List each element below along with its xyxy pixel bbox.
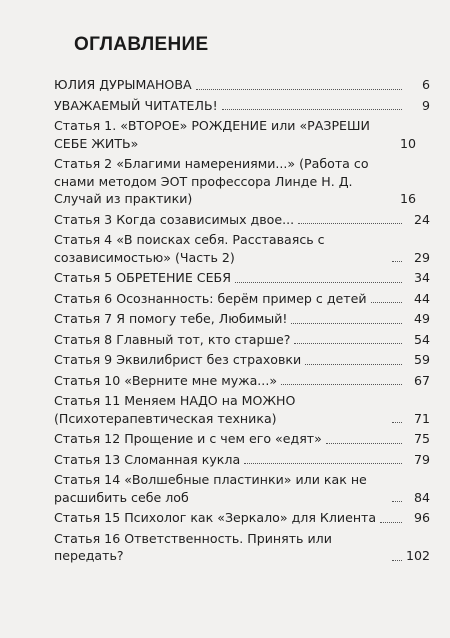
toc-entry-title: Статья 1. «ВТОРОЕ» РОЖДЕНИЕ или «РАЗРЕШИ СЕБЕ ЖИТЬ» — [54, 118, 370, 151]
toc-entry-title: Статья 2 «Благими намерениями...» (Работа со снами методом ЭОТ профессора Линде Н. Д. Случай из практики) — [54, 156, 369, 206]
toc-entry-title: Статья 10 «Верните мне мужа...» — [54, 372, 278, 388]
toc-entry-page-number: 84 — [413, 489, 430, 505]
toc-entry-title: Статья 12 Прощение и с чем его «едят» — [54, 431, 322, 446]
toc-entry-title: Статья 9 Эквилибрист без страховки — [54, 352, 302, 367]
dot-leader — [305, 364, 402, 365]
toc-entry-title: Статья 3 Когда созависимых двое... — [54, 211, 295, 227]
dot-leader — [380, 522, 402, 523]
dot-leader — [392, 261, 402, 262]
dot-leader — [392, 422, 402, 423]
toc-entry-title: Статья 11 Меняем НАДО на МОЖНО (Психотерапевтическая техника) — [54, 393, 296, 426]
toc-entry-title: Статья 15 Психолог как «Зеркало» для Клиента — [54, 510, 377, 525]
dot-leader — [326, 443, 402, 444]
toc-entry-page-number: 24 — [413, 211, 430, 227]
dot-leader — [235, 282, 402, 283]
toc-entry-title: УВАЖАЕМЫЙ ЧИТАТЕЛЬ! — [54, 97, 218, 113]
toc-entry-title: Статья 14 «Волшебные пластинки» или как не расшибить себе лоб — [54, 472, 367, 505]
toc-heading: ОГЛАВЛЕНИЕ — [74, 34, 209, 55]
toc-entry-page-number: 54 — [413, 331, 430, 347]
toc-list — [54, 76, 430, 565]
toc-entry — [54, 392, 430, 427]
toc-entry-page-number: 10 — [399, 135, 416, 151]
toc-entry-page-number: 67 — [413, 372, 430, 388]
dot-leader — [291, 323, 402, 324]
toc-entry — [54, 509, 430, 527]
toc-entry-title: Статья 7 Я помогу тебе, Любимый! — [54, 311, 288, 326]
dot-leader — [196, 89, 402, 90]
toc-entry-title: Статья 6 Осознанность: берём пример с детей — [54, 290, 367, 306]
toc-entry-page-number: 34 — [413, 270, 430, 285]
toc-entry-page-number: 6 — [421, 77, 430, 92]
toc-entry — [54, 117, 430, 152]
dot-leader — [392, 501, 402, 502]
toc-entry — [54, 351, 430, 369]
toc-entry-title: Статья 13 Сломанная кукла — [54, 451, 241, 467]
toc-entry — [54, 211, 430, 229]
dot-leader — [281, 384, 402, 385]
dot-leader — [298, 223, 402, 224]
toc-entry — [54, 372, 430, 390]
toc-entry-page-number: 71 — [413, 410, 430, 426]
toc-entry — [54, 430, 430, 448]
dot-leader — [392, 560, 402, 561]
dot-leader — [371, 302, 402, 303]
toc-entry — [54, 290, 430, 308]
toc-entry — [54, 331, 430, 349]
toc-entry — [54, 76, 430, 94]
dot-leader — [222, 109, 402, 110]
toc-entry-page-number: 49 — [413, 311, 430, 326]
toc-entry-title: Статья 8 Главный тот, кто старше? — [54, 331, 291, 347]
toc-entry-page-number: 79 — [413, 451, 430, 467]
toc-entry — [54, 97, 430, 115]
toc-entry-page-number: 59 — [413, 352, 430, 367]
toc-entry-page-number: 96 — [413, 510, 430, 525]
toc-entry — [54, 269, 430, 287]
dot-leader — [294, 343, 402, 344]
toc-entry — [54, 231, 430, 266]
toc-entry — [54, 451, 430, 469]
toc-entry-page-number: 44 — [413, 290, 430, 306]
dot-leader — [244, 463, 402, 464]
toc-entry-title: Статья 16 Ответственность. Принять или передать? — [54, 530, 332, 563]
toc-entry-page-number: 102 — [406, 548, 431, 563]
toc-entry — [54, 471, 430, 506]
toc-entry — [54, 530, 430, 565]
toc-entry-page-number: 9 — [421, 97, 430, 113]
toc-entry — [54, 310, 430, 328]
toc-entry-title: Статья 5 ОБРЕТЕНИЕ СЕБЯ — [54, 270, 231, 285]
toc-entry-page-number: 16 — [399, 191, 416, 206]
toc-entry-page-number: 75 — [413, 431, 430, 446]
toc-entry — [54, 155, 430, 208]
toc-entry-title: ЮЛИЯ ДУРЫМАНОВА — [54, 77, 192, 92]
toc-entry-page-number: 29 — [413, 249, 430, 265]
toc-entry-title: Статья 4 «В поисках себя. Расставаясь с созависимостью» (Часть 2) — [54, 232, 325, 265]
